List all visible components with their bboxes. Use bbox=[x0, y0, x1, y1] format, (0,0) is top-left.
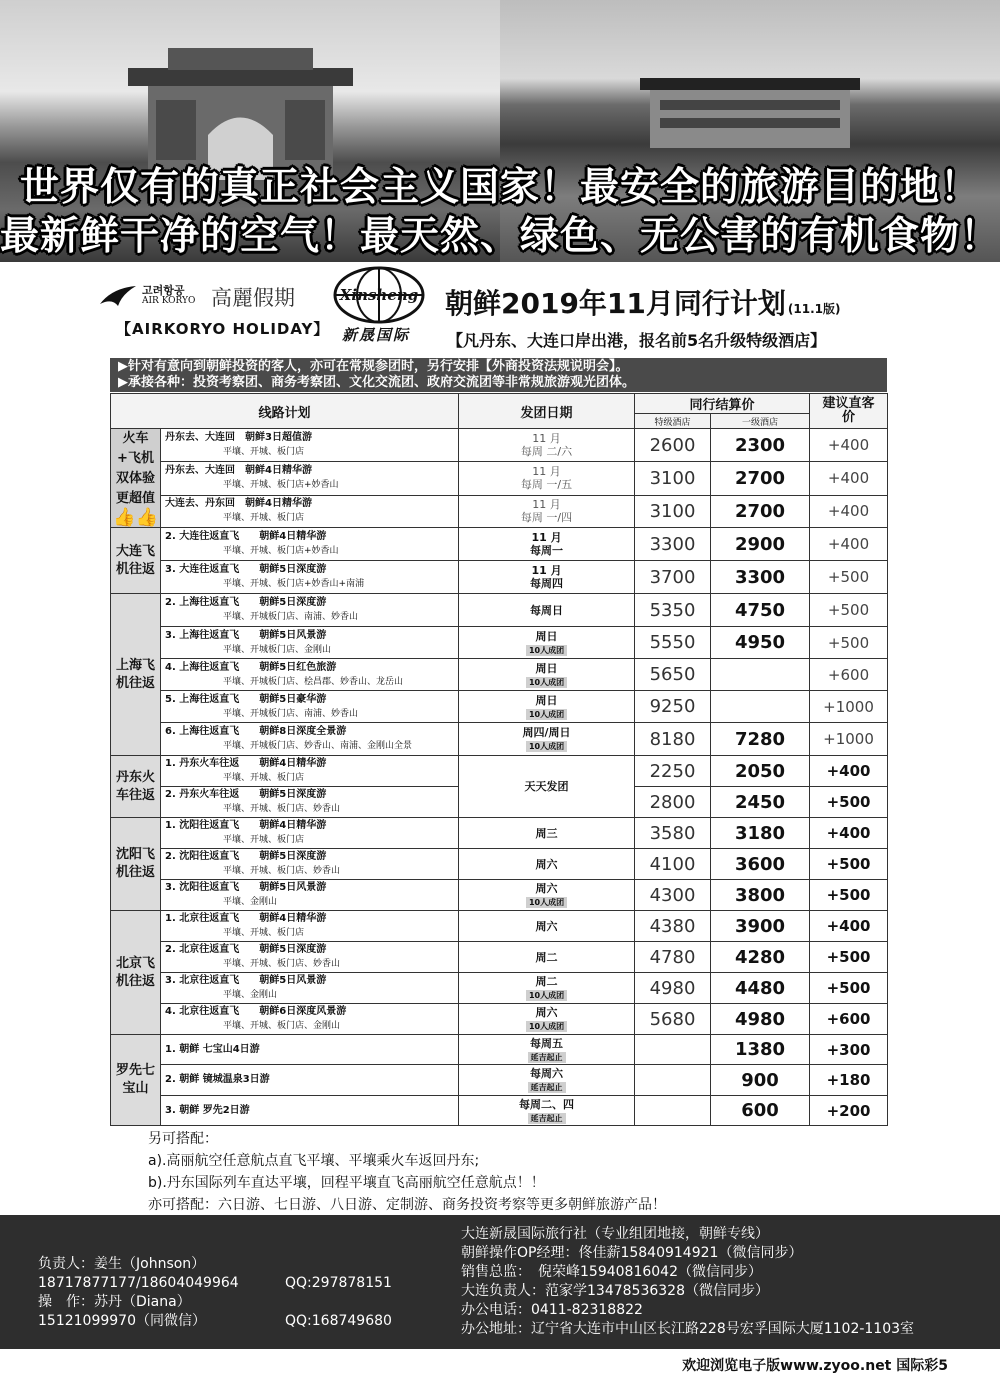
extras-block bbox=[148, 1128, 666, 1216]
route-cell bbox=[161, 849, 459, 880]
date-line-2: 每周四 bbox=[530, 577, 564, 590]
price-special: 9250 bbox=[635, 691, 711, 723]
footer bbox=[0, 1215, 1000, 1349]
table-row bbox=[111, 691, 888, 723]
price-first: 3600 bbox=[711, 849, 810, 880]
price-first: 2450 bbox=[711, 787, 810, 818]
price-special: 4300 bbox=[635, 880, 711, 911]
route-name: 3. 沈阳往返直飞 朝鲜5日风景游 bbox=[165, 882, 327, 893]
date-line-2: 每周 一/四 bbox=[520, 511, 573, 525]
price-special bbox=[635, 1096, 711, 1126]
route-cell bbox=[161, 627, 459, 659]
table-row bbox=[111, 880, 888, 911]
route-cell bbox=[161, 911, 459, 942]
region-luoxian bbox=[111, 1035, 161, 1126]
thumbs-up-icon: 👍👍 bbox=[113, 507, 158, 528]
contact-right bbox=[461, 1225, 914, 1339]
extras-line-1: 另可搭配： bbox=[148, 1131, 218, 1147]
date-cell bbox=[459, 691, 635, 723]
date-line-1: 周日 bbox=[535, 693, 558, 707]
pavilion-building-image bbox=[640, 78, 860, 148]
table-row bbox=[111, 627, 888, 659]
col-price-header: 同行结算价 bbox=[635, 394, 810, 414]
region-label: 上海飞机往返 bbox=[115, 657, 155, 691]
price-special: 3580 bbox=[635, 818, 711, 849]
route-cell bbox=[161, 659, 459, 691]
op-manager: 朝鲜操作OP经理：佟佳薪15840914921（微信同步） bbox=[461, 1245, 803, 1261]
price-suggest: +400 bbox=[810, 818, 888, 849]
route-stops: 平壤、开城、板门店、妙香山 bbox=[223, 959, 341, 969]
price-first: 4480 bbox=[711, 973, 810, 1004]
route-cell bbox=[161, 691, 459, 723]
price-first: 3900 bbox=[711, 911, 810, 942]
table-row bbox=[111, 911, 888, 942]
route-stops: 平壤、开城、板门店 bbox=[223, 447, 305, 458]
price-suggest: +500 bbox=[810, 942, 888, 973]
date-cell bbox=[459, 627, 635, 659]
route-cell bbox=[161, 528, 459, 561]
price-special: 4380 bbox=[635, 911, 711, 942]
route-stops: 平壤、开城、板门店+妙香山 bbox=[223, 546, 339, 556]
price-special: 3700 bbox=[635, 561, 711, 594]
bird-logo-icon bbox=[98, 284, 138, 308]
price-suggest: +180 bbox=[810, 1065, 888, 1096]
airkoryo-english: AIR KORYO bbox=[142, 296, 196, 306]
date-cell bbox=[459, 1065, 635, 1096]
price-suggest: +600 bbox=[810, 1004, 888, 1035]
price-first: 4750 bbox=[711, 594, 810, 627]
price-first: 7280 bbox=[711, 723, 810, 756]
price-first: 900 bbox=[711, 1065, 810, 1096]
route-cell bbox=[161, 723, 459, 756]
date-cell bbox=[459, 1096, 635, 1126]
table-row bbox=[111, 849, 888, 880]
route-stops: 平壤、开城、板门店 bbox=[223, 513, 305, 524]
date-line-1: 周六 bbox=[535, 882, 558, 895]
region-label: 罗先七宝山 bbox=[115, 1063, 155, 1096]
date-line-2: 每周 二/六 bbox=[520, 445, 573, 459]
route-name: 3. 上海往返直飞 朝鲜5日风景游 bbox=[165, 629, 327, 641]
date-cell bbox=[459, 495, 635, 527]
price-special: 3100 bbox=[635, 495, 711, 527]
route-stops: 平壤、开城板门店、桧昌郡、妙香山、龙岳山 bbox=[223, 676, 404, 687]
notice-box bbox=[110, 358, 887, 392]
price-suggest: +500 bbox=[810, 787, 888, 818]
route-stops: 平壤、开城、板门店、妙香山 bbox=[223, 866, 341, 876]
date-cell bbox=[459, 429, 635, 462]
contact-manager-phone: 18717877177/18604049964 bbox=[38, 1275, 239, 1291]
price-first: 3180 bbox=[711, 818, 810, 849]
region-shanghai bbox=[111, 594, 161, 756]
date-line-2: 每周 一/五 bbox=[520, 478, 573, 492]
price-suggest: +300 bbox=[810, 1035, 888, 1065]
table-row bbox=[111, 1096, 888, 1126]
price-special: 4980 bbox=[635, 973, 711, 1004]
route-name: 1. 丹东火车往返 朝鲜4日精华游 bbox=[165, 758, 327, 769]
date-line-1: 周四/周日 bbox=[522, 726, 571, 739]
price-special: 8180 bbox=[635, 723, 711, 756]
route-name: 3. 北京往返直飞 朝鲜5日风景游 bbox=[165, 975, 327, 986]
date-line-1: 11 月 bbox=[532, 498, 561, 512]
price-suggest: +500 bbox=[810, 594, 888, 627]
route-name: 丹东去、大连回 朝鲜4日精华游 bbox=[165, 465, 312, 477]
route-stops: 平壤、开城板门店、金刚山 bbox=[223, 644, 332, 655]
date-cell bbox=[459, 818, 635, 849]
route-cell bbox=[161, 1035, 459, 1065]
price-suggest: +1000 bbox=[810, 691, 888, 723]
price-special bbox=[635, 1065, 711, 1096]
date-line-1: 11 月 bbox=[532, 465, 561, 479]
price-first: 4950 bbox=[711, 627, 810, 659]
price-special: 2250 bbox=[635, 756, 711, 787]
subtitle: 【凡丹东、大连口岸出港，报名前5名升级特级酒店】 bbox=[447, 331, 827, 350]
sales-director: 销售总监： 倪荣峰15940816042（微信同步） bbox=[461, 1264, 762, 1280]
contact-operator-qq: QQ:168749680 bbox=[285, 1313, 392, 1329]
table-row bbox=[111, 942, 888, 973]
bottom-website-line: 欢迎浏览电子版www.zyoo.net 国际彩5 bbox=[682, 1358, 948, 1374]
route-name: 3. 大连往返直飞 朝鲜5日深度游 bbox=[165, 564, 327, 575]
date-line-1: 每周六 bbox=[530, 1067, 564, 1080]
route-cell bbox=[161, 1065, 459, 1096]
region-shenyang bbox=[111, 818, 161, 911]
date-line-1: 每周二、四 bbox=[519, 1097, 575, 1111]
route-name: 大连去、丹东回 朝鲜4日精华游 bbox=[165, 498, 312, 510]
table-row bbox=[111, 1004, 888, 1035]
route-cell bbox=[161, 429, 459, 462]
price-first: 4280 bbox=[711, 942, 810, 973]
price-first: 2700 bbox=[711, 462, 810, 495]
price-first: 4980 bbox=[711, 1004, 810, 1035]
price-first bbox=[711, 691, 810, 723]
date-cell bbox=[459, 756, 635, 818]
date-line-1: 11 月 bbox=[531, 531, 562, 544]
route-cell bbox=[161, 561, 459, 594]
table-row bbox=[111, 495, 888, 527]
price-first: 3800 bbox=[711, 880, 810, 911]
route-cell bbox=[161, 462, 459, 495]
price-suggest: +400 bbox=[810, 528, 888, 561]
route-stops: 平壤、开城、板门店 bbox=[223, 773, 305, 783]
notice-line-2: ▶承接各种：投资考察团、商务考察团、文化交流团、政府交流团等非常规旅游观光团体。 bbox=[118, 375, 635, 390]
table-row bbox=[111, 723, 888, 756]
price-special bbox=[635, 1035, 711, 1065]
holiday-cn: 高麗假期 bbox=[211, 286, 295, 310]
route-name: 2. 大连往返直飞 朝鲜4日精华游 bbox=[165, 531, 327, 542]
date-line-1: 周六 bbox=[535, 857, 558, 871]
table-row bbox=[111, 1065, 888, 1096]
route-stops: 平壤、开城、板门店+妙香山+南浦 bbox=[223, 579, 365, 589]
route-stops: 平壤、开城板门店、南浦、妙香山 bbox=[223, 612, 359, 622]
date-cell bbox=[459, 911, 635, 942]
price-table bbox=[110, 393, 888, 1126]
price-suggest: +400 bbox=[810, 756, 888, 787]
dalian-manager: 大连负责人：范家学13478536328（微信同步） bbox=[461, 1283, 769, 1299]
route-name: 2. 北京往返直飞 朝鲜5日深度游 bbox=[165, 944, 327, 955]
route-stops: 平壤、金刚山 bbox=[223, 990, 278, 1000]
route-stops: 平壤、开城、板门店、妙香山 bbox=[223, 804, 341, 814]
date-line-2: 10人成团 bbox=[526, 990, 567, 1001]
date-line-1: 周二 bbox=[535, 950, 558, 964]
date-line-2: 10人成团 bbox=[526, 1021, 567, 1032]
date-line-2: 10人成团 bbox=[526, 677, 567, 688]
route-name: 1. 沈阳往返直飞 朝鲜4日精华游 bbox=[165, 820, 327, 831]
route-stops: 平壤、金刚山 bbox=[223, 897, 278, 907]
table-row bbox=[111, 818, 888, 849]
route-name: 2. 上海往返直飞 朝鲜5日深度游 bbox=[165, 597, 327, 608]
extras-line-3: b).丹东国际列车直达平壤，回程平壤直飞高丽航空任意航点！！ bbox=[148, 1175, 545, 1191]
page-title bbox=[445, 282, 840, 322]
route-name: 2. 丹东火车往返 朝鲜5日深度游 bbox=[165, 789, 327, 800]
date-cell bbox=[459, 942, 635, 973]
title-text: 朝鲜2019年11月同行计划 bbox=[445, 287, 786, 320]
airkoryo-korean: 고려항공 bbox=[142, 284, 185, 297]
price-special: 5650 bbox=[635, 659, 711, 691]
price-first: 1380 bbox=[711, 1035, 810, 1065]
contact-left bbox=[38, 1255, 392, 1331]
price-first bbox=[711, 659, 810, 691]
date-cell bbox=[459, 973, 635, 1004]
route-stops: 平壤、开城板门店、妙香山、南浦、金刚山全景 bbox=[223, 741, 413, 751]
route-cell bbox=[161, 880, 459, 911]
price-first: 2050 bbox=[711, 756, 810, 787]
date-line-1: 每周五 bbox=[530, 1036, 564, 1050]
price-special: 5680 bbox=[635, 1004, 711, 1035]
price-special: 5550 bbox=[635, 627, 711, 659]
price-suggest: +400 bbox=[810, 911, 888, 942]
date-cell bbox=[459, 1035, 635, 1065]
date-line-2: 10人成团 bbox=[526, 709, 567, 720]
price-suggest: +400 bbox=[810, 429, 888, 462]
route-stops: 平壤、开城板门店、南浦、妙香山 bbox=[223, 708, 359, 719]
price-suggest: +500 bbox=[810, 880, 888, 911]
contact-operator-phone: 15121099970（同微信） bbox=[38, 1313, 206, 1329]
price-suggest: +1000 bbox=[810, 723, 888, 756]
region-beijing bbox=[111, 911, 161, 1035]
date-cell bbox=[459, 723, 635, 756]
route-cell bbox=[161, 973, 459, 1004]
route-cell bbox=[161, 942, 459, 973]
table-row bbox=[111, 1035, 888, 1065]
date-cell bbox=[459, 1004, 635, 1035]
table-row bbox=[111, 561, 888, 594]
price-special: 4780 bbox=[635, 942, 711, 973]
price-suggest: +500 bbox=[810, 627, 888, 659]
route-cell bbox=[161, 594, 459, 627]
price-suggest: +600 bbox=[810, 659, 888, 691]
price-first: 2700 bbox=[711, 495, 810, 527]
date-cell bbox=[459, 528, 635, 561]
date-line-1: 周六 bbox=[535, 1006, 558, 1019]
date-line-1: 11 月 bbox=[532, 432, 561, 446]
region-label: 沈阳飞机往返 bbox=[115, 847, 155, 880]
region-label: 丹东火车往返 bbox=[115, 769, 155, 803]
route-name: 4. 上海往返直飞 朝鲜5日红色旅游 bbox=[165, 661, 337, 673]
globe-logo-icon bbox=[330, 266, 428, 324]
route-name: 3. 朝鲜 罗先2日游 bbox=[165, 1104, 250, 1116]
route-stops: 平壤、开城、板门店 bbox=[223, 835, 305, 845]
contact-manager-qq: QQ:297878151 bbox=[285, 1275, 392, 1291]
date-cell bbox=[459, 880, 635, 911]
date-line-1: 周六 bbox=[535, 919, 558, 933]
price-first: 2300 bbox=[711, 429, 810, 462]
date-line-1: 每周日 bbox=[530, 603, 564, 617]
price-special: 2600 bbox=[635, 429, 711, 462]
price-suggest: +500 bbox=[810, 561, 888, 594]
contact-manager: 负责人：姜生（Johnson） bbox=[38, 1256, 206, 1272]
agency-name: 大连新晟国际旅行社（专业组团地接，朝鲜专线） bbox=[461, 1226, 769, 1242]
date-line-1: 天天发团 bbox=[524, 780, 569, 793]
route-name: 2. 朝鲜 镜城温泉3日游 bbox=[165, 1074, 270, 1085]
date-cell bbox=[459, 462, 635, 495]
extras-line-4: 亦可搭配：六日游、七日游、八日游、定制游、商务投资考察等更多朝鲜旅游产品！ bbox=[148, 1197, 666, 1213]
region-label: 大连飞机往返 bbox=[115, 543, 155, 577]
table-row bbox=[111, 659, 888, 691]
price-special: 5350 bbox=[635, 594, 711, 627]
price-suggest: +400 bbox=[810, 495, 888, 527]
brand-row bbox=[0, 262, 1000, 358]
route-cell bbox=[161, 1004, 459, 1035]
region-dandong bbox=[111, 756, 161, 818]
notice-line-1: ▶针对有意向到朝鲜投资的客人，亦可在常规参团时，另行安排【外商投资法规说明会】。 bbox=[118, 359, 629, 374]
xinsheng-logo-text: Xinsheng bbox=[339, 286, 419, 304]
date-cell bbox=[459, 594, 635, 627]
col-suggest-header: 建议直客价 bbox=[810, 394, 888, 429]
tagline-2: 最新鲜干净的空气！最天然、绿色、无公害的有机食物！ bbox=[0, 214, 1000, 259]
table-row bbox=[111, 973, 888, 1004]
date-line-2: 延吉起止 bbox=[528, 1113, 566, 1124]
route-name: 6. 上海往返直飞 朝鲜8日深度全景游 bbox=[165, 726, 347, 737]
price-first: 2900 bbox=[711, 528, 810, 561]
route-stops: 平壤、开城、板门店 bbox=[223, 928, 305, 938]
date-line-2: 10人成团 bbox=[526, 897, 567, 908]
route-cell bbox=[161, 787, 459, 818]
route-name: 丹东去、大连回 朝鲜3日超值游 bbox=[165, 432, 312, 444]
route-cell bbox=[161, 756, 459, 787]
route-name: 4. 北京往返直飞 朝鲜6日深度风景游 bbox=[165, 1006, 347, 1017]
table-row bbox=[111, 429, 888, 462]
date-line-1: 周三 bbox=[535, 826, 558, 840]
route-cell bbox=[161, 495, 459, 527]
route-stops: 平壤、开城、板门店+妙香山 bbox=[223, 480, 339, 491]
region-label: 北京飞机往返 bbox=[115, 955, 155, 989]
airkoryo-logo bbox=[98, 284, 195, 308]
table-row bbox=[111, 756, 888, 787]
date-line-2: 每周一 bbox=[530, 544, 564, 557]
col-route-header: 线路计划 bbox=[111, 394, 459, 429]
route-name: 2. 沈阳往返直飞 朝鲜5日深度游 bbox=[165, 851, 327, 862]
price-suggest: +500 bbox=[810, 973, 888, 1004]
date-line-2: 延吉起止 bbox=[528, 1052, 566, 1063]
date-line-2: 10人成团 bbox=[526, 645, 567, 656]
date-line-1: 周二 bbox=[535, 975, 558, 988]
price-first: 3300 bbox=[711, 561, 810, 594]
route-cell bbox=[161, 1096, 459, 1126]
banner bbox=[0, 0, 1000, 262]
price-special: 3100 bbox=[635, 462, 711, 495]
tagline-1: 世界仅有的真正社会主义国家！最安全的旅游目的地！ bbox=[19, 165, 980, 210]
price-suggest: +200 bbox=[810, 1096, 888, 1126]
table-row bbox=[111, 528, 888, 561]
date-cell bbox=[459, 561, 635, 594]
price-suggest: +500 bbox=[810, 849, 888, 880]
date-line-1: 周日 bbox=[535, 629, 558, 643]
price-suggest: +400 bbox=[810, 462, 888, 495]
office-address: 办公地址：辽宁省大连市中山区长江路228号宏孚国际大厦1102-1103室 bbox=[461, 1321, 915, 1337]
region-bonus bbox=[111, 429, 161, 528]
route-name: 5. 上海往返直飞 朝鲜5日豪华游 bbox=[165, 693, 327, 705]
region-label: 火车+飞机双体验更超值 bbox=[115, 431, 155, 506]
route-name: 1. 北京往返直飞 朝鲜4日精华游 bbox=[165, 913, 327, 924]
route-stops: 平壤、开城、板门店、金刚山 bbox=[223, 1021, 341, 1031]
contact-operator: 操 作：苏丹（Diana） bbox=[38, 1294, 191, 1310]
date-line-1: 11 月 bbox=[531, 564, 562, 577]
route-cell bbox=[161, 818, 459, 849]
date-cell bbox=[459, 849, 635, 880]
col-special-header: 特级酒店 bbox=[635, 414, 711, 429]
price-first: 600 bbox=[711, 1096, 810, 1126]
version-label: (11.1版) bbox=[787, 302, 841, 316]
holiday-en: 【AIRKORYO HOLIDAY】 bbox=[116, 320, 330, 338]
col-first-header: 一级酒店 bbox=[711, 414, 810, 429]
office-phone: 办公电话：0411-82318822 bbox=[461, 1302, 643, 1318]
table-row bbox=[111, 462, 888, 495]
date-line-2: 10人成团 bbox=[526, 741, 567, 752]
xinsheng-cn: 新晟国际 bbox=[342, 326, 411, 344]
price-special: 4100 bbox=[635, 849, 711, 880]
price-special: 2800 bbox=[635, 787, 711, 818]
col-date-header: 发团日期 bbox=[459, 394, 635, 429]
extras-line-2: a).高丽航空任意航点直飞平壤、平壤乘火车返回丹东; bbox=[148, 1153, 480, 1169]
date-line-2: 延吉起止 bbox=[528, 1082, 566, 1093]
date-line-1: 周日 bbox=[535, 661, 558, 675]
price-special: 3300 bbox=[635, 528, 711, 561]
date-cell bbox=[459, 659, 635, 691]
region-dalian bbox=[111, 528, 161, 594]
table-row bbox=[111, 594, 888, 627]
route-name: 1. 朝鲜 七宝山4日游 bbox=[165, 1043, 260, 1055]
